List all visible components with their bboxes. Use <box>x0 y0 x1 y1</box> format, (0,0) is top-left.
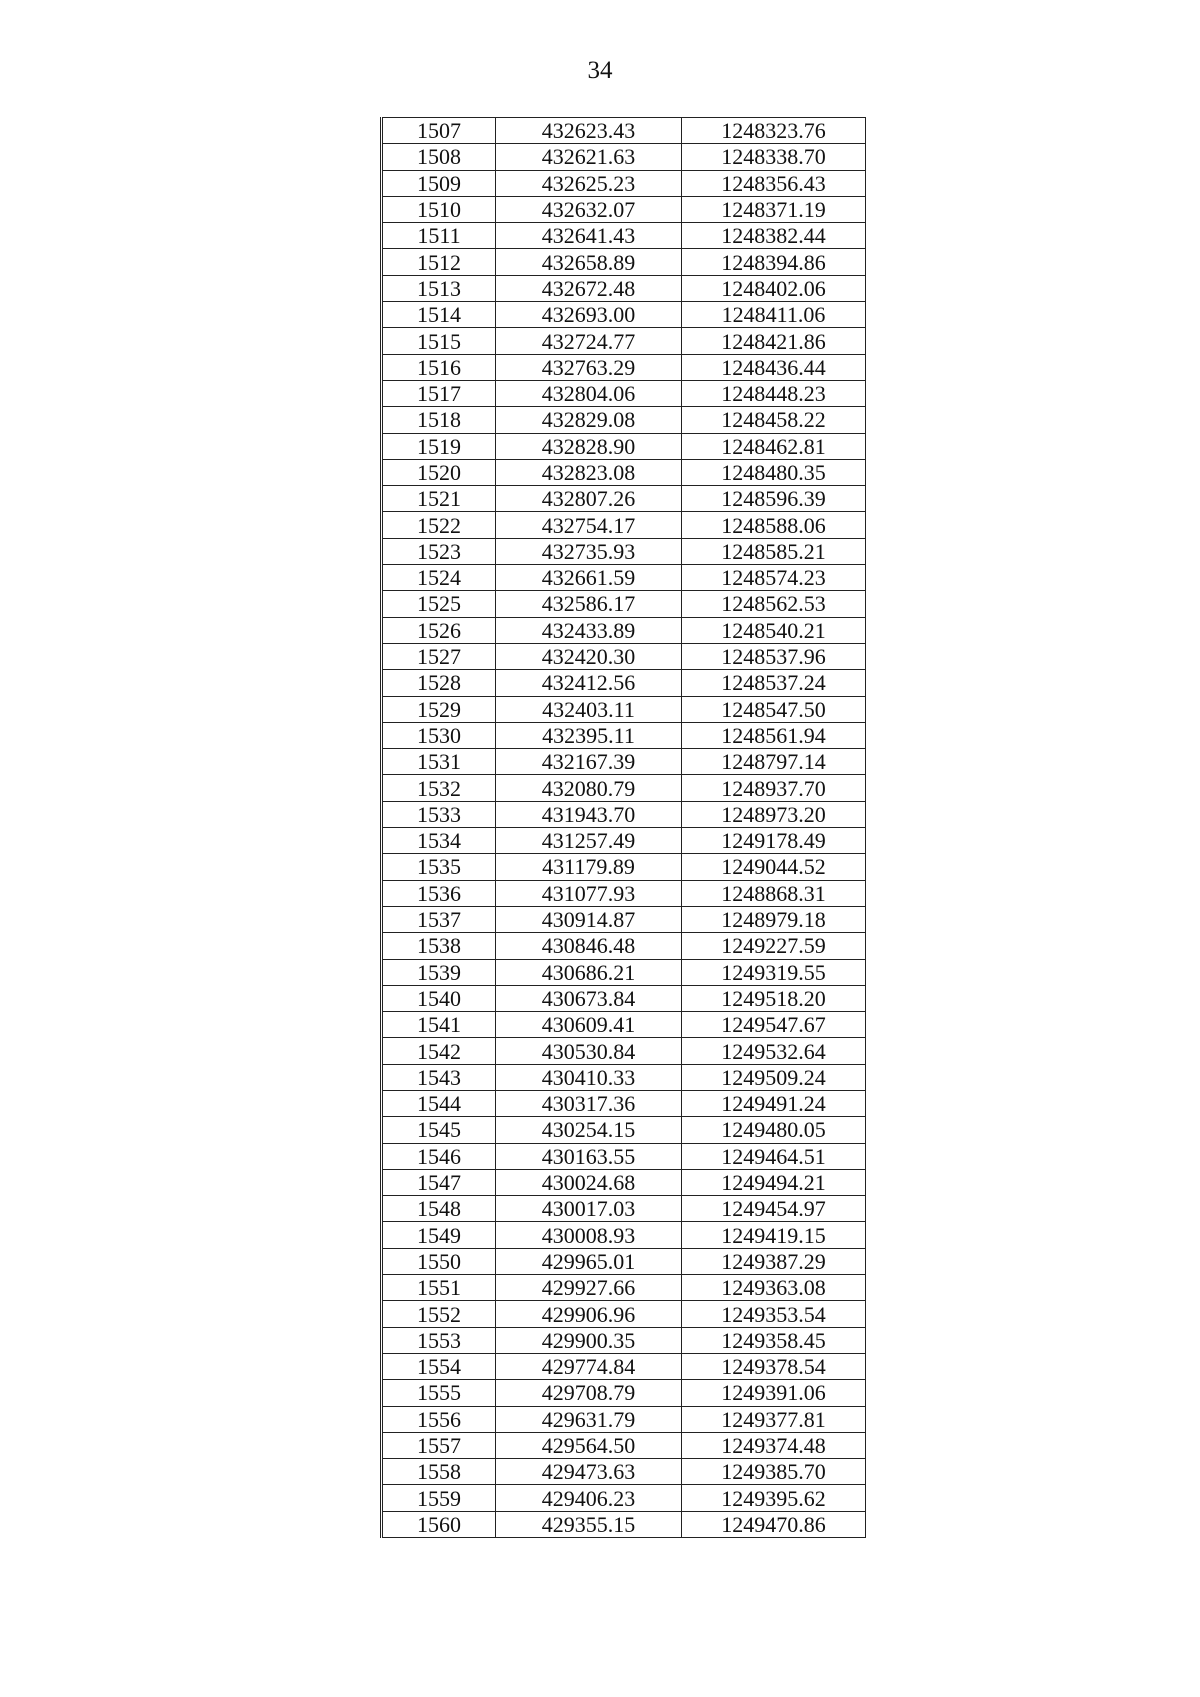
y-coordinate-cell: 1249319.55 <box>682 959 866 985</box>
table-row <box>382 1117 866 1143</box>
point-number-cell: 1517 <box>382 380 496 406</box>
table-row <box>382 906 866 932</box>
table-row <box>382 801 866 827</box>
y-coordinate-cell: 1249419.15 <box>682 1222 866 1248</box>
point-number-cell: 1549 <box>382 1222 496 1248</box>
x-coordinate-cell: 432623.43 <box>496 118 682 144</box>
table-row <box>382 985 866 1011</box>
point-number-cell: 1545 <box>382 1117 496 1143</box>
y-coordinate-cell: 1248797.14 <box>682 749 866 775</box>
x-coordinate-cell: 432641.43 <box>496 223 682 249</box>
x-coordinate-cell: 432807.26 <box>496 486 682 512</box>
y-coordinate-cell: 1249044.52 <box>682 854 866 880</box>
x-coordinate-cell: 429631.79 <box>496 1406 682 1432</box>
table-row <box>382 538 866 564</box>
table-row <box>382 1301 866 1327</box>
table-row <box>382 170 866 196</box>
table-row <box>382 275 866 301</box>
table-row <box>382 643 866 669</box>
point-number-cell: 1524 <box>382 565 496 591</box>
table-row <box>382 1380 866 1406</box>
table-row <box>382 591 866 617</box>
point-number-cell: 1509 <box>382 170 496 196</box>
y-coordinate-cell: 1248371.19 <box>682 196 866 222</box>
y-coordinate-cell: 1248547.50 <box>682 696 866 722</box>
table-row <box>382 459 866 485</box>
table-row <box>382 828 866 854</box>
point-number-cell: 1526 <box>382 617 496 643</box>
y-coordinate-cell: 1249491.24 <box>682 1090 866 1116</box>
table-row <box>382 749 866 775</box>
table-row <box>382 1143 866 1169</box>
x-coordinate-cell: 432724.77 <box>496 328 682 354</box>
table-row <box>382 1327 866 1353</box>
y-coordinate-cell: 1248973.20 <box>682 801 866 827</box>
y-coordinate-cell: 1248562.53 <box>682 591 866 617</box>
y-coordinate-cell: 1249387.29 <box>682 1248 866 1274</box>
point-number-cell: 1557 <box>382 1432 496 1458</box>
y-coordinate-cell: 1249464.51 <box>682 1143 866 1169</box>
table-row <box>382 696 866 722</box>
x-coordinate-cell: 429708.79 <box>496 1380 682 1406</box>
table-row <box>382 512 866 538</box>
y-coordinate-cell: 1249363.08 <box>682 1275 866 1301</box>
table-row <box>382 407 866 433</box>
x-coordinate-cell: 431077.93 <box>496 880 682 906</box>
table-row <box>382 249 866 275</box>
table-row <box>382 1511 866 1537</box>
y-coordinate-cell: 1248394.86 <box>682 249 866 275</box>
point-number-cell: 1538 <box>382 933 496 959</box>
x-coordinate-cell: 432621.63 <box>496 144 682 170</box>
table-row <box>382 617 866 643</box>
point-number-cell: 1553 <box>382 1327 496 1353</box>
y-coordinate-cell: 1248540.21 <box>682 617 866 643</box>
x-coordinate-cell: 431257.49 <box>496 828 682 854</box>
x-coordinate-cell: 430410.33 <box>496 1064 682 1090</box>
y-coordinate-cell: 1249227.59 <box>682 933 866 959</box>
point-number-cell: 1560 <box>382 1511 496 1537</box>
x-coordinate-cell: 430024.68 <box>496 1169 682 1195</box>
point-number-cell: 1530 <box>382 722 496 748</box>
table-row <box>382 1406 866 1432</box>
table-row <box>382 670 866 696</box>
x-coordinate-cell: 432763.29 <box>496 354 682 380</box>
point-number-cell: 1556 <box>382 1406 496 1432</box>
y-coordinate-cell: 1249374.48 <box>682 1432 866 1458</box>
x-coordinate-cell: 431943.70 <box>496 801 682 827</box>
table-row <box>382 1169 866 1195</box>
x-coordinate-cell: 432586.17 <box>496 591 682 617</box>
table-row <box>382 354 866 380</box>
point-number-cell: 1511 <box>382 223 496 249</box>
x-coordinate-cell: 430254.15 <box>496 1117 682 1143</box>
y-coordinate-cell: 1249547.67 <box>682 1012 866 1038</box>
coordinate-table-body <box>382 118 866 1538</box>
y-coordinate-cell: 1248596.39 <box>682 486 866 512</box>
table-row <box>382 433 866 459</box>
point-number-cell: 1548 <box>382 1196 496 1222</box>
point-number-cell: 1537 <box>382 906 496 932</box>
point-number-cell: 1559 <box>382 1485 496 1511</box>
point-number-cell: 1540 <box>382 985 496 1011</box>
point-number-cell: 1539 <box>382 959 496 985</box>
point-number-cell: 1535 <box>382 854 496 880</box>
x-coordinate-cell: 432658.89 <box>496 249 682 275</box>
x-coordinate-cell: 429774.84 <box>496 1353 682 1379</box>
table-row <box>382 1222 866 1248</box>
y-coordinate-cell: 1248868.31 <box>682 880 866 906</box>
point-number-cell: 1527 <box>382 643 496 669</box>
point-number-cell: 1529 <box>382 696 496 722</box>
x-coordinate-cell: 432672.48 <box>496 275 682 301</box>
x-coordinate-cell: 432735.93 <box>496 538 682 564</box>
point-number-cell: 1552 <box>382 1301 496 1327</box>
y-coordinate-cell: 1249377.81 <box>682 1406 866 1432</box>
point-number-cell: 1516 <box>382 354 496 380</box>
table-row <box>382 486 866 512</box>
table-row <box>382 1090 866 1116</box>
x-coordinate-cell: 432632.07 <box>496 196 682 222</box>
y-coordinate-cell: 1249178.49 <box>682 828 866 854</box>
point-number-cell: 1525 <box>382 591 496 617</box>
table-row <box>382 196 866 222</box>
point-number-cell: 1558 <box>382 1459 496 1485</box>
y-coordinate-cell: 1248537.24 <box>682 670 866 696</box>
x-coordinate-cell: 430530.84 <box>496 1038 682 1064</box>
y-coordinate-cell: 1249532.64 <box>682 1038 866 1064</box>
y-coordinate-cell: 1249518.20 <box>682 985 866 1011</box>
point-number-cell: 1512 <box>382 249 496 275</box>
y-coordinate-cell: 1249358.45 <box>682 1327 866 1353</box>
table-row <box>382 1459 866 1485</box>
table-row <box>382 775 866 801</box>
y-coordinate-cell: 1249454.97 <box>682 1196 866 1222</box>
table-row <box>382 328 866 354</box>
x-coordinate-cell: 432828.90 <box>496 433 682 459</box>
table-row <box>382 1432 866 1458</box>
point-number-cell: 1515 <box>382 328 496 354</box>
x-coordinate-cell: 429564.50 <box>496 1432 682 1458</box>
y-coordinate-cell: 1248458.22 <box>682 407 866 433</box>
x-coordinate-cell: 432080.79 <box>496 775 682 801</box>
table-row <box>382 880 866 906</box>
point-number-cell: 1546 <box>382 1143 496 1169</box>
table-row <box>382 1064 866 1090</box>
table-row <box>382 1038 866 1064</box>
table-row <box>382 933 866 959</box>
y-coordinate-cell: 1249470.86 <box>682 1511 866 1537</box>
x-coordinate-cell: 429406.23 <box>496 1485 682 1511</box>
point-number-cell: 1541 <box>382 1012 496 1038</box>
x-coordinate-cell: 432625.23 <box>496 170 682 196</box>
y-coordinate-cell: 1249480.05 <box>682 1117 866 1143</box>
x-coordinate-cell: 430914.87 <box>496 906 682 932</box>
x-coordinate-cell: 429927.66 <box>496 1275 682 1301</box>
y-coordinate-cell: 1249395.62 <box>682 1485 866 1511</box>
y-coordinate-cell: 1249509.24 <box>682 1064 866 1090</box>
table-row <box>382 118 866 144</box>
point-number-cell: 1514 <box>382 302 496 328</box>
x-coordinate-cell: 429965.01 <box>496 1248 682 1274</box>
y-coordinate-cell: 1248979.18 <box>682 906 866 932</box>
x-coordinate-cell: 429355.15 <box>496 1511 682 1537</box>
x-coordinate-cell: 430673.84 <box>496 985 682 1011</box>
table-row <box>382 380 866 406</box>
x-coordinate-cell: 432661.59 <box>496 565 682 591</box>
x-coordinate-cell: 429900.35 <box>496 1327 682 1353</box>
x-coordinate-cell: 429906.96 <box>496 1301 682 1327</box>
y-coordinate-cell: 1248588.06 <box>682 512 866 538</box>
x-coordinate-cell: 430609.41 <box>496 1012 682 1038</box>
point-number-cell: 1520 <box>382 459 496 485</box>
point-number-cell: 1544 <box>382 1090 496 1116</box>
x-coordinate-cell: 432420.30 <box>496 643 682 669</box>
x-coordinate-cell: 430686.21 <box>496 959 682 985</box>
point-number-cell: 1528 <box>382 670 496 696</box>
x-coordinate-cell: 432693.00 <box>496 302 682 328</box>
y-coordinate-cell: 1249378.54 <box>682 1353 866 1379</box>
table-row <box>382 565 866 591</box>
point-number-cell: 1519 <box>382 433 496 459</box>
point-number-cell: 1531 <box>382 749 496 775</box>
y-coordinate-cell: 1248448.23 <box>682 380 866 406</box>
point-number-cell: 1521 <box>382 486 496 512</box>
y-coordinate-cell: 1248382.44 <box>682 223 866 249</box>
table-row <box>382 302 866 328</box>
table-row <box>382 144 866 170</box>
y-coordinate-cell: 1249353.54 <box>682 1301 866 1327</box>
point-number-cell: 1510 <box>382 196 496 222</box>
y-coordinate-cell: 1248480.35 <box>682 459 866 485</box>
table-row <box>382 1353 866 1379</box>
y-coordinate-cell: 1248436.44 <box>682 354 866 380</box>
x-coordinate-cell: 430163.55 <box>496 1143 682 1169</box>
y-coordinate-cell: 1248537.96 <box>682 643 866 669</box>
point-number-cell: 1507 <box>382 118 496 144</box>
x-coordinate-cell: 432433.89 <box>496 617 682 643</box>
coordinate-table <box>380 117 866 1538</box>
y-coordinate-cell: 1248323.76 <box>682 118 866 144</box>
x-coordinate-cell: 429473.63 <box>496 1459 682 1485</box>
y-coordinate-cell: 1248402.06 <box>682 275 866 301</box>
table-row <box>382 223 866 249</box>
point-number-cell: 1513 <box>382 275 496 301</box>
x-coordinate-cell: 432823.08 <box>496 459 682 485</box>
y-coordinate-cell: 1248411.06 <box>682 302 866 328</box>
x-coordinate-cell: 431179.89 <box>496 854 682 880</box>
point-number-cell: 1508 <box>382 144 496 170</box>
x-coordinate-cell: 430317.36 <box>496 1090 682 1116</box>
point-number-cell: 1555 <box>382 1380 496 1406</box>
y-coordinate-cell: 1248462.81 <box>682 433 866 459</box>
x-coordinate-cell: 432395.11 <box>496 722 682 748</box>
table-row <box>382 1485 866 1511</box>
y-coordinate-cell: 1248585.21 <box>682 538 866 564</box>
point-number-cell: 1543 <box>382 1064 496 1090</box>
table-row <box>382 1012 866 1038</box>
page-number: 34 <box>587 57 613 84</box>
point-number-cell: 1533 <box>382 801 496 827</box>
x-coordinate-cell: 432829.08 <box>496 407 682 433</box>
table-row <box>382 1248 866 1274</box>
table-row <box>382 1275 866 1301</box>
y-coordinate-cell: 1248356.43 <box>682 170 866 196</box>
point-number-cell: 1518 <box>382 407 496 433</box>
point-number-cell: 1542 <box>382 1038 496 1064</box>
y-coordinate-cell: 1249391.06 <box>682 1380 866 1406</box>
x-coordinate-cell: 432167.39 <box>496 749 682 775</box>
point-number-cell: 1547 <box>382 1169 496 1195</box>
x-coordinate-cell: 432804.06 <box>496 380 682 406</box>
point-number-cell: 1551 <box>382 1275 496 1301</box>
point-number-cell: 1523 <box>382 538 496 564</box>
y-coordinate-cell: 1248574.23 <box>682 565 866 591</box>
table-row <box>382 1196 866 1222</box>
y-coordinate-cell: 1249494.21 <box>682 1169 866 1195</box>
x-coordinate-cell: 430017.03 <box>496 1196 682 1222</box>
point-number-cell: 1532 <box>382 775 496 801</box>
y-coordinate-cell: 1249385.70 <box>682 1459 866 1485</box>
point-number-cell: 1534 <box>382 828 496 854</box>
table-row <box>382 959 866 985</box>
table-row <box>382 854 866 880</box>
x-coordinate-cell: 430008.93 <box>496 1222 682 1248</box>
point-number-cell: 1522 <box>382 512 496 538</box>
point-number-cell: 1554 <box>382 1353 496 1379</box>
table-row <box>382 722 866 748</box>
point-number-cell: 1536 <box>382 880 496 906</box>
x-coordinate-cell: 432754.17 <box>496 512 682 538</box>
y-coordinate-cell: 1248421.86 <box>682 328 866 354</box>
x-coordinate-cell: 432403.11 <box>496 696 682 722</box>
x-coordinate-cell: 432412.56 <box>496 670 682 696</box>
x-coordinate-cell: 430846.48 <box>496 933 682 959</box>
y-coordinate-cell: 1248561.94 <box>682 722 866 748</box>
y-coordinate-cell: 1248937.70 <box>682 775 866 801</box>
point-number-cell: 1550 <box>382 1248 496 1274</box>
y-coordinate-cell: 1248338.70 <box>682 144 866 170</box>
